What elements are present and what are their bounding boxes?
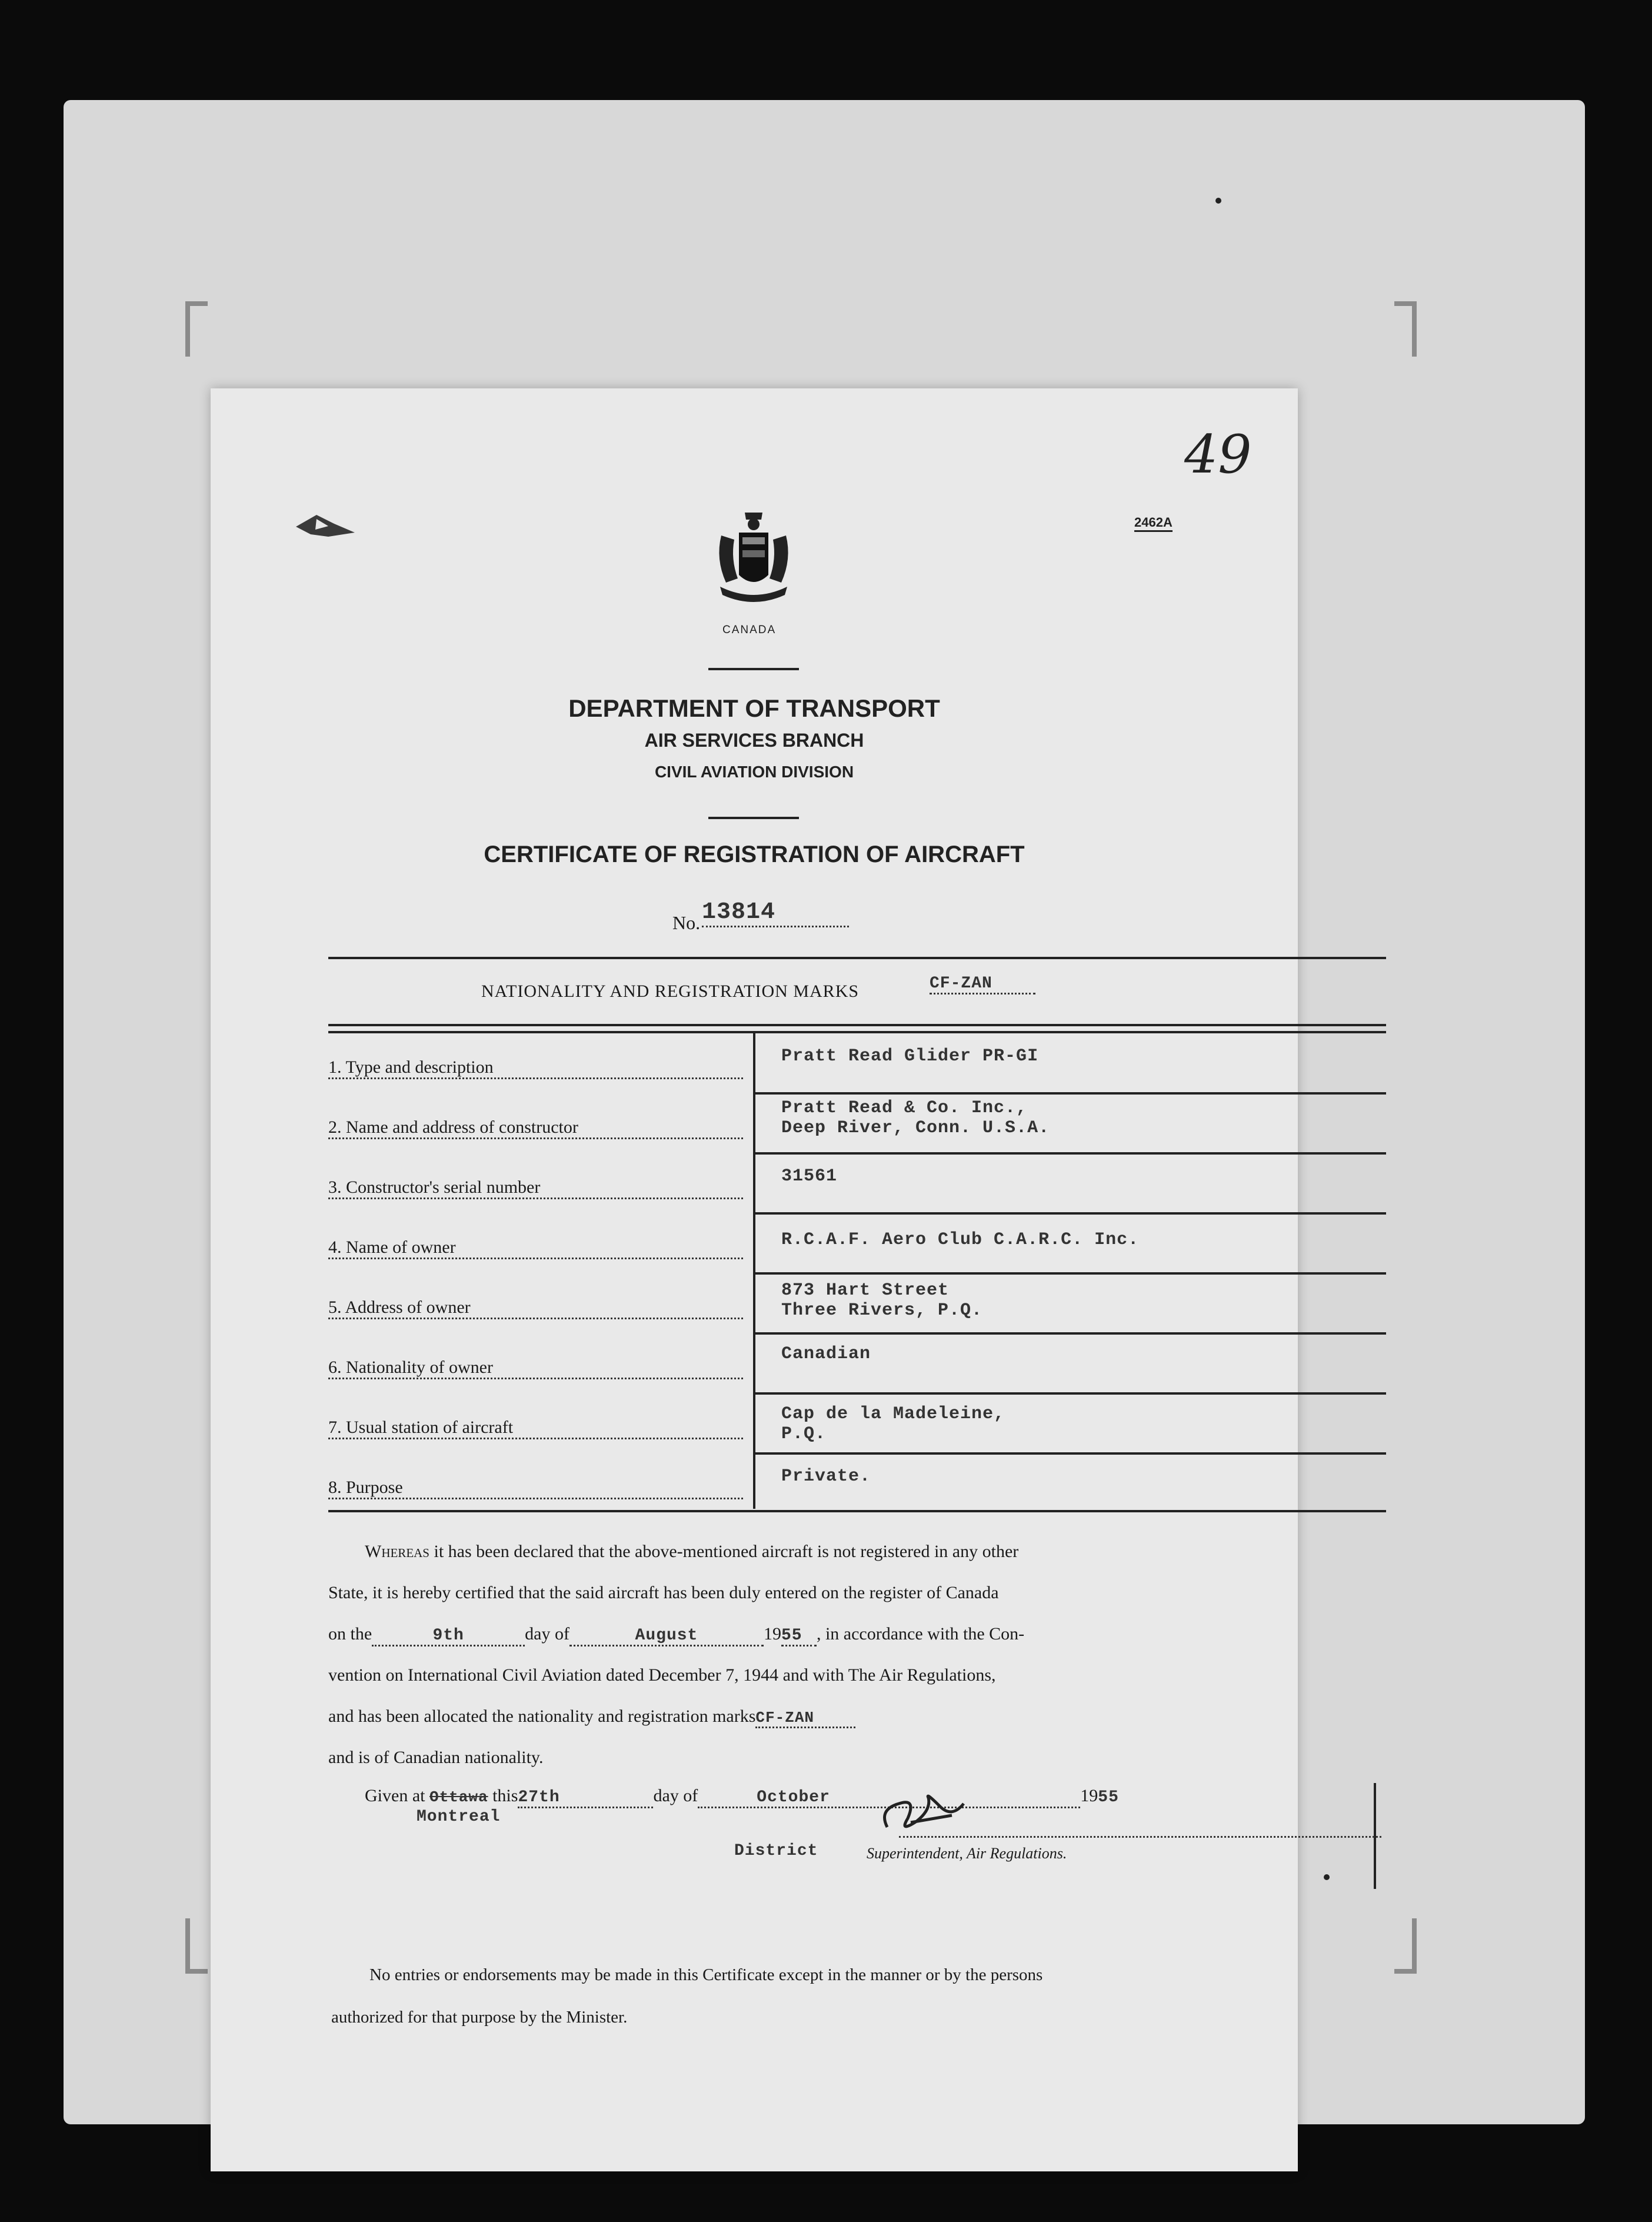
this-text: this — [492, 1786, 518, 1805]
branch-title: AIR SERVICES BRANCH — [644, 730, 864, 751]
form-number: 2462A — [1134, 515, 1173, 532]
row-value: Pratt Read & Co. Inc., Deep River, Conn. U.S.A. — [781, 1098, 1050, 1138]
paper-tear-mark — [293, 506, 358, 547]
speck — [1324, 1874, 1330, 1880]
district-label: District — [734, 1842, 818, 1860]
table-row — [328, 1213, 1386, 1272]
certificate-number-label: No. — [672, 912, 701, 933]
header-rule-top — [708, 668, 799, 670]
day-of-text: day of — [653, 1786, 698, 1805]
signature-line — [899, 1836, 1381, 1838]
table-row — [328, 1153, 1386, 1212]
year-prefix: 19 — [1080, 1786, 1098, 1805]
nationality-marks-label: NATIONALITY AND REGISTRATION MARKS — [481, 982, 860, 1001]
row-label: 8. Purpose — [328, 1478, 743, 1499]
crop-mark-top-left — [185, 301, 208, 357]
given-year: 55 — [1098, 1788, 1119, 1807]
row-label: 6. Nationality of owner — [328, 1358, 743, 1379]
table-row — [328, 1093, 1386, 1152]
division-title: CIVIL AVIATION DIVISION — [654, 763, 854, 781]
row-label: 2. Name and address of constructor — [328, 1117, 743, 1139]
given-at-text: Given at — [365, 1786, 425, 1805]
on-the-text: on the — [328, 1624, 372, 1644]
whereas-word: Whereas — [365, 1542, 429, 1561]
row-value: R.C.A.F. Aero Club C.A.R.C. Inc. — [781, 1230, 1140, 1250]
day-of-text: day of — [525, 1624, 569, 1644]
row-label: 5. Address of owner — [328, 1298, 743, 1319]
table-row — [328, 1453, 1386, 1512]
department-title: DEPARTMENT OF TRANSPORT — [568, 694, 940, 722]
declaration-line-5 — [328, 1707, 855, 1728]
row-value: 873 Hart Street Three Rivers, P.Q. — [781, 1280, 983, 1320]
table-top-rule — [328, 957, 1386, 959]
registration-day: 9th — [372, 1626, 525, 1646]
signatory-title: Superintendent, Air Regulations. — [867, 1845, 1067, 1862]
row-label: 7. Usual station of aircraft — [328, 1418, 743, 1439]
row-value: Private. — [781, 1466, 871, 1486]
header-rule-bottom — [708, 817, 799, 819]
footer-note-line-2: authorized for that purpose by the Minister. — [331, 2008, 628, 2027]
speck — [1215, 198, 1221, 204]
row-value: Cap de la Madeleine, P.Q. — [781, 1404, 1005, 1444]
declaration-line-2: State, it is hereby certified that the said aircraft has been duly entered on the register of Canada — [328, 1583, 999, 1602]
struck-place: Ottawa — [429, 1788, 488, 1806]
declaration-text: and has been allocated the nationality and registration marks — [328, 1707, 756, 1726]
nationality-marks-value: CF-ZAN — [930, 974, 1035, 994]
table-double-rule-1 — [328, 1024, 1386, 1026]
table-row — [328, 1033, 1386, 1092]
country-label: CANADA — [722, 624, 777, 636]
registration-year: 55 — [781, 1626, 817, 1646]
declaration-text: , in accordance with the Con- — [816, 1624, 1025, 1644]
year-prefix: 19 — [763, 1624, 781, 1644]
crop-mark-top-right — [1394, 301, 1417, 357]
footer-note-line-1: No entries or endorsements may be made in this Certificate except in the manner or by the persons — [369, 1965, 1043, 1984]
registration-month: August — [569, 1626, 764, 1646]
certificate-title: CERTIFICATE OF REGISTRATION OF AIRCRAFT — [484, 841, 1025, 867]
given-month: October — [698, 1788, 1080, 1808]
declaration-line-1 — [365, 1542, 1018, 1562]
row-label: 4. Name of owner — [328, 1238, 743, 1259]
declaration-line-6: and is of Canadian nationality. — [328, 1748, 544, 1767]
certificate-number: 13814 — [702, 899, 849, 927]
row-value: Pratt Read Glider PR-GI — [781, 1046, 1039, 1066]
table-bottom-rule — [328, 1510, 1386, 1512]
declaration-text: it has been declared that the above-mentioned aircraft is not registered in any other — [434, 1542, 1019, 1561]
table-row — [328, 1273, 1386, 1332]
given-day: 27th — [518, 1788, 653, 1808]
row-value: 31561 — [781, 1166, 838, 1186]
coat-of-arms-icon — [710, 509, 798, 621]
table-row — [328, 1393, 1386, 1452]
row-label: 3. Constructor's serial number — [328, 1177, 743, 1199]
declaration-line-3 — [328, 1624, 1024, 1646]
given-place: Montreal — [417, 1808, 501, 1826]
signature-mark — [875, 1786, 981, 1839]
row-label: 1. Type and description — [328, 1057, 743, 1079]
row-value: Canadian — [781, 1344, 871, 1364]
crop-mark-bottom-right — [1394, 1918, 1417, 1974]
page-number: 49 — [1184, 424, 1252, 485]
certificate-sheet — [211, 388, 1298, 2171]
given-line — [365, 1786, 1119, 1808]
declaration-line-4: vention on International Civil Aviation dated December 7, 1944 and with The Air Regulations, — [328, 1665, 996, 1685]
table-row — [328, 1333, 1386, 1392]
allocated-marks: CF-ZAN — [755, 1709, 855, 1728]
crop-mark-bottom-left — [185, 1918, 208, 1974]
